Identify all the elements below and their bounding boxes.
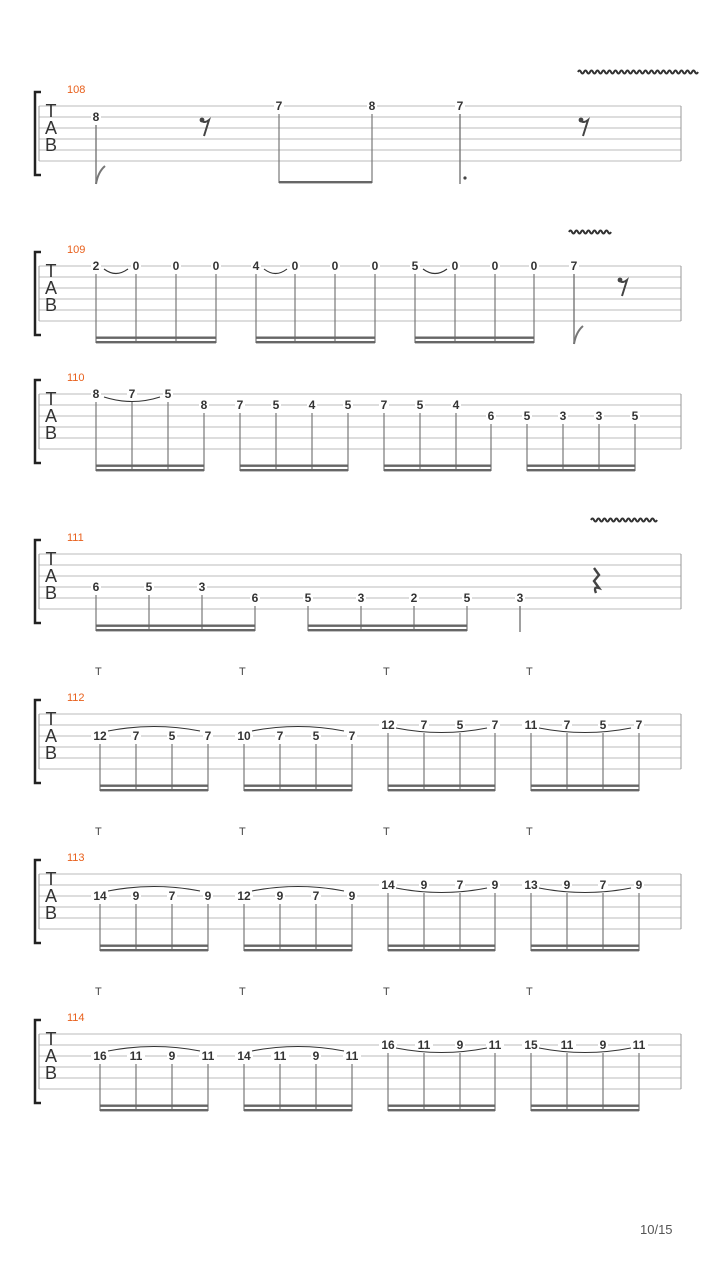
fret-number: 13 [524,878,538,892]
fret-number: 0 [451,259,459,273]
fret-number: 5 [272,398,280,412]
beam [531,785,639,787]
fret-number: 5 [304,591,312,605]
fret-number: 0 [530,259,538,273]
measure-number: 114 [67,1012,85,1024]
fret-number: 7 [599,878,607,892]
tab-clef-letter: T [45,261,57,281]
vibrato-icon [578,71,698,74]
tap-marker: T [95,666,102,678]
beam [256,337,375,339]
slur [252,887,344,892]
tab-clef-letter: A [44,118,58,138]
fret-number: 7 [420,718,428,732]
tap-marker: T [383,826,390,838]
tab-clef-letter: A [44,726,58,746]
vibrato-icon [569,231,611,234]
fret-number: 15 [524,1038,538,1052]
beam [240,465,348,467]
tab-clef-letter: T [45,549,57,569]
tap-marker: T [383,666,390,678]
fret-number: 9 [420,878,428,892]
tab-clef-letter: B [44,903,58,923]
fret-number: 16 [93,1049,107,1063]
fret-number: 7 [204,729,212,743]
beam [96,465,204,467]
tab-clef-letter: B [44,583,58,603]
slur [252,727,344,732]
slur [252,1047,344,1052]
fret-number: 11 [417,1038,431,1052]
fret-number: 3 [595,409,603,423]
fret-number: 11 [560,1038,574,1052]
tab-clef-letter: A [44,406,58,426]
fret-number: 4 [452,398,460,412]
eighth-rest-dot [579,118,584,123]
fret-number: 5 [631,409,639,423]
beam [384,469,491,471]
fret-number: 7 [168,889,176,903]
fret-number: 11 [273,1049,287,1063]
slur [396,728,487,733]
fret-number: 3 [559,409,567,423]
slur [108,1047,200,1052]
fret-number: 14 [381,878,395,892]
fret-number: 6 [92,580,100,594]
fret-number: 4 [252,259,260,273]
beam [415,341,534,343]
fret-number: 9 [456,1038,464,1052]
beam [308,625,467,627]
beam [244,1105,352,1107]
fret-number: 11 [632,1038,646,1052]
tap-marker: T [95,826,102,838]
fret-number: 12 [381,718,395,732]
beam [240,469,348,471]
measure-number: 112 [67,692,85,704]
fret-number: 9 [204,889,212,903]
slur [423,269,447,274]
fret-number: 0 [212,259,220,273]
fret-number: 7 [491,718,499,732]
fret-number: 0 [331,259,339,273]
measure-number: 111 [67,532,84,544]
fret-number: 9 [599,1038,607,1052]
fret-number: 5 [168,729,176,743]
fret-number: 0 [491,259,499,273]
tab-clef-letter: A [44,278,58,298]
fret-number: 7 [348,729,356,743]
fret-number: 5 [411,259,419,273]
beam [96,469,204,471]
tab-clef-letter: A [44,566,58,586]
beam [388,789,495,791]
fret-number: 3 [357,591,365,605]
eighth-rest-dot [618,278,623,283]
tap-marker: T [239,826,246,838]
beam [256,341,375,343]
beam [96,337,216,339]
tab-clef-letter: T [45,101,57,121]
fret-number: 9 [276,889,284,903]
beam [244,789,352,791]
tap-marker: T [526,826,533,838]
system-bracket [35,540,41,623]
fret-number: 7 [563,718,571,732]
fret-number: 4 [308,398,316,412]
tab-clef-letter: B [44,295,58,315]
slur [539,888,631,893]
fret-number: 7 [456,878,464,892]
note-flag [574,326,583,344]
measure-number: 108 [67,84,86,96]
fret-number: 7 [132,729,140,743]
fret-number: 16 [381,1038,395,1052]
note-flag [96,166,105,184]
vibrato-icon [591,519,657,522]
system-bracket [35,380,41,463]
fret-number: 12 [93,729,107,743]
beam [244,1109,352,1111]
beam [96,629,255,631]
fret-number: 5 [599,718,607,732]
fret-number: 3 [516,591,524,605]
fret-number: 5 [416,398,424,412]
beam [100,789,208,791]
beam [388,1109,495,1111]
tap-marker: T [526,986,533,998]
fret-number: 5 [145,580,153,594]
tab-clef-letter: B [44,743,58,763]
beam [531,1105,639,1107]
fret-number: 6 [487,409,495,423]
beam [100,1109,208,1111]
beam [244,945,352,947]
fret-number: 7 [275,99,283,113]
fret-number: 7 [236,398,244,412]
tab-clef-letter: A [44,886,58,906]
beam [388,1105,495,1107]
fret-number: 2 [92,259,100,273]
beam [96,341,216,343]
page-number: 10/15 [640,1222,673,1237]
system-bracket [35,860,41,943]
slur [108,727,200,732]
tap-marker: T [383,986,390,998]
fret-number: 11 [201,1049,215,1063]
fret-number: 12 [237,889,251,903]
eighth-rest-dot [200,118,205,123]
beam [100,1105,208,1107]
fret-number: 9 [312,1049,320,1063]
measure-number: 110 [67,372,85,384]
beam [308,629,467,631]
beam [527,469,635,471]
beam [388,945,495,947]
fret-number: 7 [570,259,578,273]
fret-number: 10 [237,729,251,743]
tab-clef-letter: T [45,869,57,889]
beam [527,465,635,467]
fret-number: 6 [251,591,259,605]
beam [388,785,495,787]
tab-clef-letter: B [44,135,58,155]
system-bracket [35,92,41,175]
slur [539,1048,631,1053]
slur [104,269,128,274]
fret-number: 9 [563,878,571,892]
tab-clef-letter: T [45,389,57,409]
fret-number: 7 [456,99,464,113]
tab-clef-letter: T [45,709,57,729]
fret-number: 0 [371,259,379,273]
fret-number: 11 [129,1049,143,1063]
beam [100,945,208,947]
slur [396,888,487,893]
tap-marker: T [239,986,246,998]
fret-number: 9 [168,1049,176,1063]
fret-number: 9 [635,878,643,892]
fret-number: 8 [368,99,376,113]
tab-clef-letter: A [44,1046,58,1066]
tap-marker: T [239,666,246,678]
fret-number: 11 [488,1038,502,1052]
beam [244,949,352,951]
fret-number: 5 [344,398,352,412]
fret-number: 5 [463,591,471,605]
fret-number: 9 [348,889,356,903]
fret-number: 7 [635,718,643,732]
beam [244,785,352,787]
slur [396,1048,487,1053]
fret-number: 5 [164,387,172,401]
fret-number: 14 [237,1049,251,1063]
fret-number: 9 [491,878,499,892]
dot-icon [463,176,466,179]
fret-number: 14 [93,889,107,903]
fret-number: 2 [410,591,418,605]
fret-number: 7 [128,387,136,401]
beam [279,181,372,183]
fret-number: 7 [380,398,388,412]
fret-number: 8 [92,387,100,401]
fret-number: 3 [198,580,206,594]
beam [384,465,491,467]
fret-number: 5 [312,729,320,743]
fret-number: 9 [132,889,140,903]
fret-number: 0 [291,259,299,273]
system-bracket [35,1020,41,1103]
slur [264,269,287,274]
beam [100,785,208,787]
fret-number: 0 [132,259,140,273]
slur [539,728,631,733]
system-bracket [35,252,41,335]
beam [531,789,639,791]
tap-marker: T [95,986,102,998]
slur [108,887,200,892]
fret-number: 11 [345,1049,359,1063]
quarter-rest-icon [594,568,599,593]
beam [531,945,639,947]
beam [96,625,255,627]
fret-number: 8 [92,110,100,124]
beam [100,949,208,951]
fret-number: 5 [523,409,531,423]
fret-number: 8 [200,398,208,412]
fret-number: 11 [524,718,538,732]
system-bracket [35,700,41,783]
tab-clef-letter: B [44,1063,58,1083]
fret-number: 0 [172,259,180,273]
measure-number: 109 [67,244,86,256]
beam [415,337,534,339]
tab-clef-letter: B [44,423,58,443]
measure-number: 113 [67,852,85,864]
tap-marker: T [526,666,533,678]
fret-number: 7 [276,729,284,743]
tab-clef-letter: T [45,1029,57,1049]
beam [531,1109,639,1111]
fret-number: 7 [312,889,320,903]
beam [531,949,639,951]
fret-number: 5 [456,718,464,732]
beam [388,949,495,951]
